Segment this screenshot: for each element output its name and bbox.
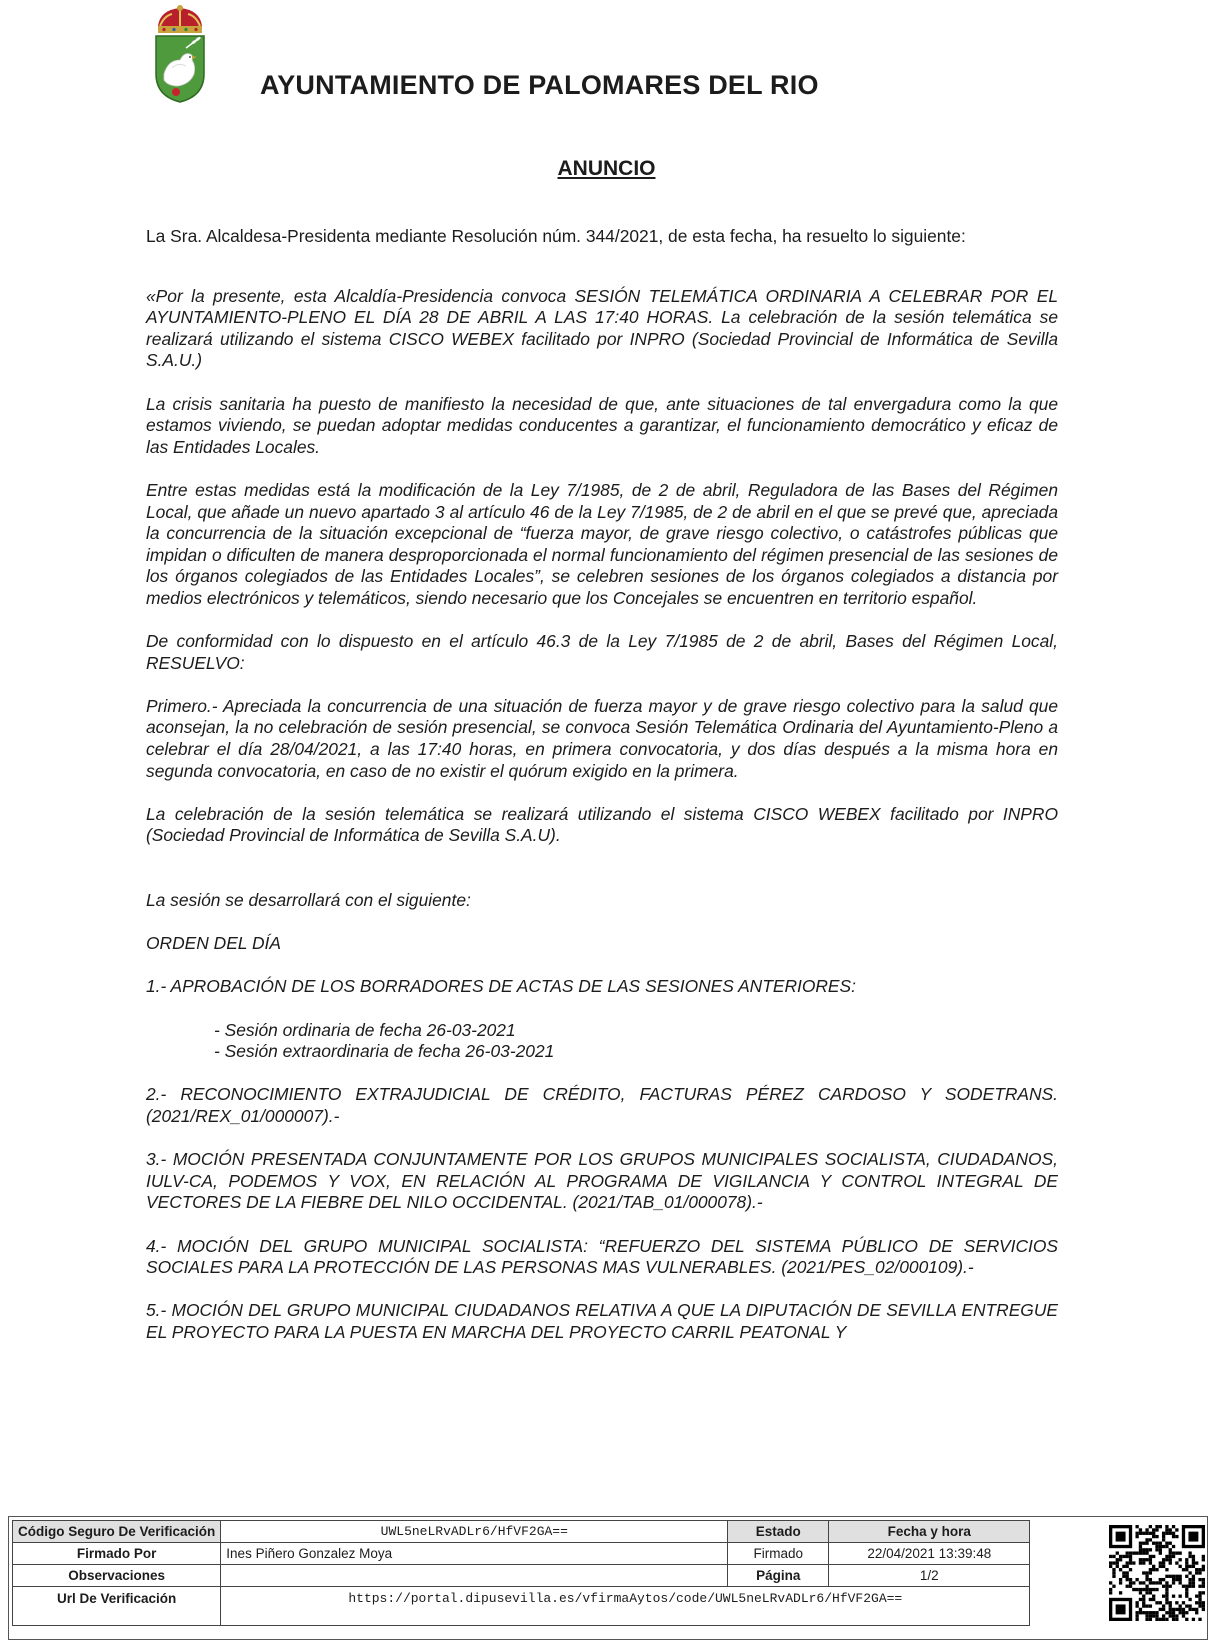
verification-table <box>12 1520 1030 1626</box>
organization-title: AYUNTAMIENTO DE PALOMARES DEL RIO <box>260 70 819 100</box>
coat-of-arms-icon <box>150 4 210 104</box>
paragraph-sesion: La sesión se desarrollará con el siguiente: <box>146 890 471 911</box>
verification-footer <box>8 1516 1208 1640</box>
agenda-item-1: 1.- APROBACIÓN DE LOS BORRADORES DE ACTAS DE LAS SESIONES ANTERIORES: <box>146 976 856 997</box>
agenda-item-1-subitems <box>146 1020 1058 1063</box>
intro-paragraph: La Sra. Alcaldesa-Presidenta mediante Resolución núm. 344/2021, de esta fecha, ha resuelto lo siguiente: <box>146 226 966 246</box>
paragraph-crisis: La crisis sanitaria ha puesto de manifiesto la necesidad de que, ante situaciones de tal envergadura como la que estamos viviendo, se puedan adoptar medidas conducentes a garantizar, el funcionamiento democrático y eficaz de las Entidades Locales. <box>146 393 1058 457</box>
observaciones-label: Observaciones <box>13 1565 221 1587</box>
firmado-por-label: Firmado Por <box>13 1543 221 1565</box>
firmado-por-value: Ines Piñero Gonzalez Moya <box>221 1543 728 1565</box>
document-heading: ANUNCIO <box>557 157 656 180</box>
csv-value: UWL5neLRvADLr6/HfVF2GA== <box>221 1521 728 1543</box>
csv-label: Código Seguro De Verificación <box>13 1521 221 1543</box>
agenda-item-2: 2.- RECONOCIMIENTO EXTRAJUDICIAL DE CRÉDITO, FACTURAS PÉREZ CARDOSO Y SODETRANS. (2021/REX_01/000007).- <box>146 1084 1058 1126</box>
qr-code-icon <box>1109 1525 1205 1621</box>
paragraph-webex: La celebración de la sesión telemática se realizará utilizando el sistema CISCO WEBEX facilitado por INPRO (Sociedad Provincial de Informática de Sevilla S.A.U). <box>146 803 1058 846</box>
fecha-label: Fecha y hora <box>829 1521 1030 1543</box>
agenda-item-5: 5.- MOCIÓN DEL GRUPO MUNICIPAL CIUDADANOS RELATIVA A QUE LA DIPUTACIÓN DE SEVILLA ENTREGUE EL PROYECTO PARA LA PUESTA EN MARCHA DEL PROYECTO CARRIL PEATONAL Y <box>146 1300 1058 1342</box>
orden-del-dia-heading: ORDEN DEL DÍA <box>146 933 281 954</box>
paragraph-convocatoria: «Por la presente, esta Alcaldía-Presidencia convoca SESIÓN TELEMÁTICA ORDINARIA A CELEBRAR POR EL AYUNTAMIENTO-PLENO EL DÍA 28 DE ABRIL A LAS 17:40 HORAS. La celebración de la sesión telemática se realizará utilizando el sistema CISCO WEBEX facilitado por INPRO (Sociedad Provincial de Informática de Sevilla S.A.U.) <box>146 285 1058 371</box>
estado-value: Firmado <box>728 1543 829 1565</box>
pagina-label: Página <box>728 1565 829 1587</box>
fecha-value: 22/04/2021 13:39:48 <box>829 1543 1030 1565</box>
agenda-item-3: 3.- MOCIÓN PRESENTADA CONJUNTAMENTE POR LOS GRUPOS MUNICIPALES SOCIALISTA, CIUDADANOS, IULV-CA, PODEMOS Y VOX, EN RELACIÓN AL PROGRAMA DE VIGILANCIA Y CONTROL INTEGRAL DE VECTORES DE LA FIEBRE DEL NILO OCCIDENTAL. (2021/TAB_01/000078).- <box>146 1149 1058 1213</box>
pagina-value: 1/2 <box>829 1565 1030 1587</box>
verification-url[interactable]: https://portal.dipusevilla.es/vfirmaAytos/code/UWL5neLRvADLr6/HfVF2GA== <box>221 1587 1030 1626</box>
agenda-subitem: - Sesión ordinaria de fecha 26-03-2021 <box>214 1019 516 1040</box>
paragraph-conformidad: De conformidad con lo dispuesto en el artículo 46.3 de la Ley 7/1985 de 2 de abril, Bases del Régimen Local, RESUELVO: <box>146 631 1058 673</box>
estado-label: Estado <box>728 1521 829 1543</box>
paragraph-primero: Primero.- Apreciada la concurrencia de una situación de fuerza mayor y de grave riesgo colectivo para la salud que aconsejan, la no celebración de sesión presencial, se convoca Sesión Telemática Ordinaria del Ayuntamiento-Pleno a celebrar el día 28/04/2021, a las 17:40 horas, en primera convocatoria, y dos días después a la misma hora en segunda convocatoria, en caso de no existir el quórum exigido en la primera. <box>146 695 1058 781</box>
url-label: Url De Verificación <box>13 1587 221 1626</box>
paragraph-ley: Entre estas medidas está la modificación de la Ley 7/1985, de 2 de abril, Reguladora de las Bases del Régimen Local, que añade un nuevo apartado 3 al artículo 46 de la Ley 7/1985, de 2 de abril en el que se prevé que, apreciada la concurrencia de la situación excepcional de “fuerza mayor, de grave riesgo colectivo, o catástrofes públicas que impidan o dificulten de manera desproporcionada el normal funcionamiento del régimen presencial de las sesiones de los órganos colegiados de las Entidades Locales”, se celebren sesiones de los órganos colegiados a distancia por medios electrónicos y telemáticos, siendo necesario que los Concejales se encuentren en territorio español. <box>146 479 1058 608</box>
agenda-subitem: - Sesión extraordinaria de fecha 26-03-2021 <box>214 1041 555 1062</box>
document-body <box>146 226 1058 1365</box>
observaciones-value <box>221 1565 728 1587</box>
agenda-item-4: 4.- MOCIÓN DEL GRUPO MUNICIPAL SOCIALISTA: “REFUERZO DEL SISTEMA PÚBLICO DE SERVICIOS SOCIALES PARA LA PROTECCIÓN DE LAS PERSONAS MAS VULNERABLES. (2021/PES_02/000109).- <box>146 1235 1058 1278</box>
